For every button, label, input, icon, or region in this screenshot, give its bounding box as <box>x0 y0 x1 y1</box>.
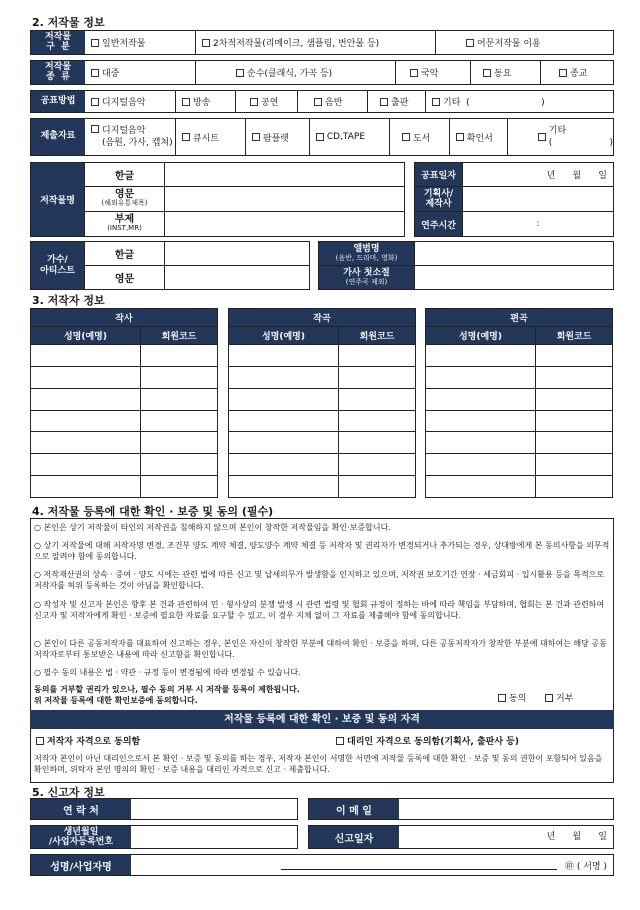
artist-english-label: 영문 <box>85 266 165 290</box>
composer-table <box>228 308 416 498</box>
section-5-title: 5. 신고자 정보 <box>32 786 105 799</box>
first-verse-label: 가사 첫소절 (연주곡 제외) <box>319 266 415 290</box>
table-row[interactable] <box>229 454 416 476</box>
code-column-header: 회원코드 <box>339 327 416 345</box>
table-row[interactable] <box>229 432 416 454</box>
album-input[interactable] <box>415 242 614 266</box>
pub-date-label: 공표일자 <box>415 163 463 187</box>
work-kind-label: 저작물 종 류 <box>31 61 85 84</box>
option-digital-music[interactable]: 디지털음악 <box>85 91 175 112</box>
runtime-input[interactable]: : <box>463 212 614 237</box>
checkbox-icon[interactable] <box>432 98 440 106</box>
option-literary[interactable]: 어문저작물 이용 <box>435 31 613 54</box>
checkbox-icon[interactable] <box>236 69 244 77</box>
section-4-title: 4. 저작물 등록에 대한 확인 · 보증 및 동의 (필수) <box>32 505 274 518</box>
pub-date-input[interactable]: 년 월 일 <box>463 163 614 187</box>
qualification-text: 저작자 본인이 아닌 대리인으로서 본 확인 · 보증 및 동의를 하는 경우, 저작자 본인이 서명한 서면에 저작물 등록에 대한 확인 · 보증 및 동의 권한이 포함되어 있음을 확인하며, 위탁자 본인 명의의 확인 · 보증 내용을 대리인 자격으로 신고 · 제출합니다. <box>34 754 603 774</box>
artist-label: 가수/ 아티스트 <box>31 242 85 290</box>
title-korean-label: 한글 <box>85 163 165 187</box>
checkbox-icon[interactable] <box>252 133 260 141</box>
checkbox-icon[interactable] <box>91 98 99 106</box>
table-row[interactable] <box>426 366 613 388</box>
checkbox-icon[interactable] <box>538 133 546 141</box>
artist-korean-input[interactable] <box>165 242 310 266</box>
code-column-header: 회원코드 <box>141 327 218 345</box>
option-religious[interactable]: 종교 <box>540 61 613 84</box>
work-title-table <box>30 162 405 237</box>
refuse-option[interactable]: 거부 <box>545 691 573 704</box>
agreement-item-3: ○ 저작재산권의 상속 · 증여 · 양도 시에는 관련 법에 따른 신고 및 납세의무가 발생함을 인지하고 있으며, 저작권 보호기간 연장 · 세금회피 · 입시활용 등을 목적으로 저작자를 허위 등록하는 것이 아님을 확인합니다. <box>34 570 605 590</box>
option-pamphlet[interactable]: 팜플렛 <box>245 119 309 155</box>
subtitle-label: 부제 (INST,MR) <box>85 212 165 237</box>
title-english-label: 영문 (해외유통제목) <box>85 187 165 212</box>
title-korean-input[interactable] <box>165 163 405 187</box>
table-row[interactable] <box>229 345 416 367</box>
birth-input[interactable] <box>131 826 297 848</box>
table-row[interactable] <box>229 366 416 388</box>
checkbox-icon[interactable] <box>314 98 322 106</box>
option-book[interactable]: 도서 <box>389 119 449 155</box>
refuse-notice: 동의를 거부할 권리가 있으나, 필수 동의 거부 시 저작물 등록이 제한됩니다. 위 저작물 등록에 대한 확인보증에 동의합니다. <box>34 685 300 705</box>
subtitle-input[interactable] <box>165 212 405 237</box>
option-record[interactable]: 음반 <box>297 91 367 112</box>
agreement-item-2: ○ 상기 저작물에 대해 저작자명 변경, 조건부 양도 계약 체결, 양도양수 계약 체결 등 저작자 및 권리자가 변경되거나 추가되는 경우, 상대방에게 본 동의사항을 의무적으로 알려야 함에 동의합니다. <box>34 541 610 561</box>
report-date-label: 신고일자 <box>309 826 399 848</box>
checkbox-icon[interactable] <box>559 69 567 77</box>
option-performance[interactable]: 공연 <box>235 91 297 112</box>
checkbox-icon[interactable] <box>250 98 258 106</box>
checkbox-icon[interactable] <box>91 69 99 77</box>
option-popular[interactable]: 대중 <box>85 61 195 84</box>
option-publishing[interactable]: 출판 <box>367 91 425 112</box>
lyricist-header: 작사 <box>31 309 218 327</box>
checkbox-icon[interactable] <box>545 694 553 702</box>
agreement-item-6: ○ 필수 동의 내용은 법 · 약관 · 규정 등이 변경됨에 따라 변경될 수 있습니다. <box>34 668 301 677</box>
birth-label: 생년월일 /사업자등록번호 <box>31 826 131 848</box>
checkbox-icon[interactable] <box>182 133 190 141</box>
producer-input[interactable] <box>463 187 614 212</box>
table-row[interactable] <box>229 388 416 410</box>
table-row[interactable] <box>229 410 416 432</box>
contact-field <box>30 798 298 820</box>
checkbox-icon[interactable] <box>498 694 506 702</box>
qual-self-option[interactable]: 저작자 자격으로 동의함 <box>36 734 140 747</box>
signature-line <box>281 869 557 870</box>
checkbox-icon[interactable] <box>182 98 190 106</box>
checkbox-icon[interactable] <box>410 69 418 77</box>
contact-label: 연 락 처 <box>31 799 131 819</box>
album-label: 앨범명 (음반, 드라마, 영화) <box>319 242 415 266</box>
report-date-field <box>308 825 614 849</box>
first-verse-input[interactable] <box>415 266 614 290</box>
checkbox-icon[interactable] <box>36 737 44 745</box>
table-row[interactable] <box>31 454 218 476</box>
agreement-item-1: ○ 본인은 상기 저작물이 타인의 저작권을 침해하지 않으며 본인이 창작한 저작물임을 확인·보증합니다. <box>34 523 391 532</box>
checkbox-icon[interactable] <box>456 133 464 141</box>
agree-option[interactable]: 동의 <box>498 691 526 704</box>
table-row[interactable] <box>426 476 613 498</box>
publication-method-row <box>30 90 614 113</box>
option-general[interactable]: 일반저작물 <box>85 31 195 54</box>
producer-label: 기획사/ 제작사 <box>415 187 463 212</box>
composer-header: 작곡 <box>229 309 416 327</box>
checkbox-icon[interactable] <box>91 125 99 133</box>
checkbox-icon[interactable] <box>336 737 344 745</box>
table-row[interactable] <box>426 345 613 367</box>
name-label: 성명/사업자명 <box>31 855 131 875</box>
lyricist-table <box>30 308 218 498</box>
option-cd-tape[interactable]: CD,TAPE <box>309 119 389 155</box>
code-column-header: 회원코드 <box>536 327 613 345</box>
option-childrens-song[interactable]: 동요 <box>470 61 540 84</box>
table-row[interactable] <box>31 388 218 410</box>
checkbox-icon[interactable] <box>380 98 388 106</box>
table-row[interactable] <box>426 388 613 410</box>
option-korean-traditional[interactable]: 국악 <box>395 61 470 84</box>
checkbox-icon[interactable] <box>466 39 474 47</box>
work-type-row <box>30 30 614 55</box>
option-sub-other[interactable]: 기타 ( ) <box>507 119 613 155</box>
checkbox-icon[interactable] <box>483 69 491 77</box>
section-3-title: 3. 저작자 정보 <box>32 294 105 307</box>
option-certificate[interactable]: 확인서 <box>449 119 507 155</box>
work-title-label: 저작물명 <box>31 163 85 237</box>
option-cue-sheet[interactable]: 큐시트 <box>175 119 245 155</box>
agreement-item-4: ○ 작성자 및 신고자 본인은 향후 본 건과 관련하여 민 · 형사상의 분쟁 발생 시 관련 법령 및 협회 규정이 정하는 바에 따라 책임을 부담하며, 협회는 본 건과 관련하여 신고자 및 저작자에게 확인 · 보증에 필요한 자료를 요구할 수 있고, 이 경우 지체 없이 그 자료를 제출해야 함에 동의합니다. <box>34 600 605 620</box>
email-label: 이 메 일 <box>309 799 399 819</box>
table-row[interactable] <box>31 345 218 367</box>
name-column-header: 성명(예명) <box>229 327 339 345</box>
report-date-input[interactable]: 년 월 일 <box>546 832 607 842</box>
signature-mark: ㊞ ( 서명 ) <box>565 862 607 872</box>
checkbox-icon[interactable] <box>402 133 410 141</box>
email-input[interactable] <box>399 799 613 819</box>
arranger-header: 편곡 <box>426 309 613 327</box>
checkbox-icon[interactable] <box>91 39 99 47</box>
publication-method-label: 공표방법 <box>31 91 85 112</box>
checkbox-icon[interactable] <box>202 39 210 47</box>
table-row[interactable] <box>31 366 218 388</box>
arranger-table <box>425 308 613 498</box>
album-table <box>318 241 614 290</box>
work-kind-row <box>30 60 614 85</box>
qualification-header: 저작물 등록에 대한 확인 · 보증 및 동의 자격 <box>30 710 614 729</box>
name-column-header: 성명(예명) <box>426 327 536 345</box>
submitted-material-label: 제출자료 <box>31 119 85 155</box>
table-row[interactable] <box>426 432 613 454</box>
name-column-header: 성명(예명) <box>31 327 141 345</box>
birth-field <box>30 825 298 849</box>
table-row[interactable] <box>229 476 416 498</box>
submitted-material-row <box>30 118 614 156</box>
qual-proxy-option[interactable]: 대리인 자격으로 동의함(기획사, 출판사 등) <box>336 734 519 747</box>
name-input[interactable] <box>131 855 613 875</box>
checkbox-icon[interactable] <box>316 133 324 141</box>
artist-english-input[interactable] <box>165 266 310 290</box>
work-type-label: 저작물 구 분 <box>31 31 85 54</box>
artist-table <box>30 241 310 290</box>
option-classical[interactable]: 순수(클래식, 가곡 등) <box>195 61 395 84</box>
table-row[interactable] <box>426 410 613 432</box>
contact-input[interactable] <box>131 799 297 819</box>
section-2-title: 2. 저작물 정보 <box>32 16 105 29</box>
option-broadcast[interactable]: 방송 <box>175 91 235 112</box>
runtime-label: 연주시간 <box>415 212 463 237</box>
table-row[interactable] <box>31 476 218 498</box>
email-field <box>308 798 614 820</box>
work-meta-table <box>414 162 614 237</box>
option-sub-digital[interactable]: 디지털음악 (음원, 가사, 캡쳐) <box>85 119 175 155</box>
option-derivative[interactable]: 2차적저작물(리메이크, 샘플링, 번안물 등) <box>195 31 435 54</box>
option-other[interactable]: 기타 ( ) <box>425 91 613 112</box>
artist-korean-label: 한글 <box>85 242 165 266</box>
table-row[interactable] <box>31 432 218 454</box>
agreement-item-5: ○ 본인이 다른 공동저작자를 대표하여 신고하는 경우, 본인은 자신이 창작한 부분에 대하여 확인 · 보증을 하며, 다른 공동저작자가 창작한 부분에 대하여는 해당 공동저작자로부터 통보받은 내용에 따라 신고함을 확인합니다. <box>34 639 607 659</box>
title-english-input[interactable] <box>165 187 405 212</box>
table-row[interactable] <box>426 454 613 476</box>
name-field <box>30 854 614 876</box>
table-row[interactable] <box>31 410 218 432</box>
